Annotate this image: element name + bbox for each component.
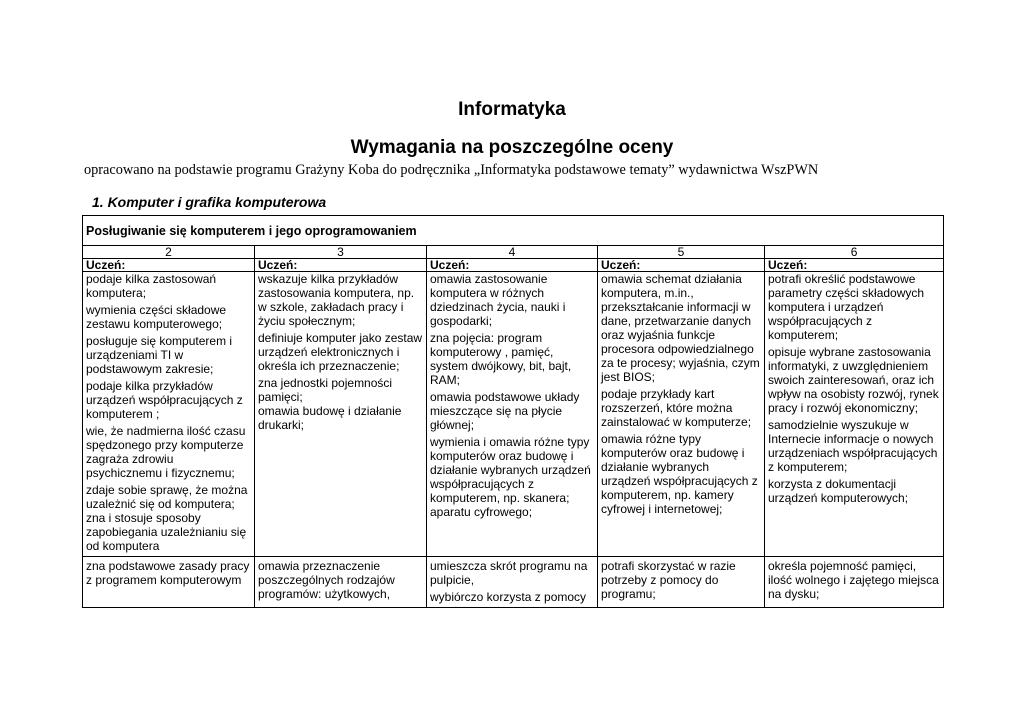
- grade-header: 3: [255, 246, 427, 259]
- grade-header: 2: [83, 246, 255, 259]
- requirement-item: omawia schemat działania komputera, m.in., przekształcanie informacji w dane, przetwarzanie danych oraz wyjaśnia funkcje procesora odpowiedzialnego za te procesy; wyjaśnia, czym jest BIOS;: [601, 272, 760, 384]
- requirement-cell: [255, 272, 427, 557]
- requirement-item: korzysta z dokumentacji urządzeń komputerowych;: [768, 477, 909, 505]
- student-label: Uczeń:: [427, 259, 598, 272]
- requirement-item: wie, że nadmierna ilość czasu spędzonego przy komputerze zagraża zdrowiu psychicznemu i fizycznemu;: [86, 424, 246, 480]
- requirement-cell: [765, 272, 944, 557]
- student-label: Uczeń:: [765, 259, 944, 272]
- requirement-item: zna pojęcia: program komputerowy , pamięć, system dwójkowy, bit, bajt, RAM;: [430, 331, 572, 387]
- requirement-cell: [427, 272, 598, 557]
- requirement-item: wymienia i omawia różne typy komputerów oraz budowę i działanie wybranych urządzeń współpracujących z komputerem, np. skanera; aparatu cyfrowego;: [430, 435, 591, 519]
- document-subtitle: opracowano na podstawie programu Grażyny Koba do podręcznika „Informatyka podstawowe tematy” wydawnictwa WszPWN: [84, 162, 819, 178]
- requirement-item: potrafi określić podstawowe parametry części składowych komputera i urządzeń współpracujących z komputerem;: [768, 272, 925, 342]
- requirement-item: podaje kilka przykładów urządzeń współpracujących z komputerem ;: [86, 379, 243, 421]
- requirement-item: omawia różne typy komputerów oraz budowę i działanie wybranych urządzeń współpracujących z komputerem, np. kamery cyfrowej i internetowej;: [601, 432, 758, 516]
- grade-header: 5: [598, 246, 765, 259]
- student-label: Uczeń:: [598, 259, 765, 272]
- table-row: [83, 272, 944, 557]
- requirement-item: potrafi skorzystać w razie potrzeby z pomocy do programu;: [601, 559, 736, 601]
- requirement-cell: [255, 557, 427, 608]
- requirement-item: samodzielnie wyszukuje w Internecie informacje o nowych urządzeniach współpracujących z komputerem;: [768, 418, 938, 474]
- requirement-item: podaje przykłady kart rozszerzeń, które można zainstalować w komputerze;: [601, 387, 752, 429]
- requirement-cell: [427, 557, 598, 608]
- table-section-header: Posługiwanie się komputerem i jego oprogramowaniem: [83, 216, 944, 246]
- requirement-item: wskazuje kilka przykładów zastosowania komputera, np. w szkole, zakładach pracy i życiu społecznym;: [258, 272, 415, 328]
- requirement-cell: [83, 272, 255, 557]
- requirement-item: zna podstawowe zasady pracy z programem komputerowym: [86, 559, 250, 587]
- requirement-item: omawia podstawowe układy mieszczące się na płycie głównej;: [430, 390, 580, 432]
- student-label-row: [83, 259, 944, 272]
- requirement-item: podaje kilka zastosowań komputera;: [86, 272, 217, 300]
- grade-header-row: [83, 246, 944, 259]
- grade-header: 6: [765, 246, 944, 259]
- requirement-item: omawia przeznaczenie poszczególnych rodzajów programów: użytkowych,: [258, 559, 395, 601]
- requirement-item: opisuje wybrane zastosowania informatyki, z uwzględnieniem swoich zainteresowań, oraz ich wpływ na osobisty rozwój, rynek pracy i rozwój ekonomiczny;: [768, 345, 939, 415]
- document-heading: Wymagania na poszczególne oceny: [350, 137, 674, 158]
- requirement-item: wymienia części składowe zestawu komputerowego;: [86, 303, 227, 331]
- student-label: Uczeń:: [83, 259, 255, 272]
- student-label: Uczeń:: [255, 259, 427, 272]
- table-row: [83, 557, 944, 608]
- requirement-cell: [765, 557, 944, 608]
- requirement-cell: [598, 557, 765, 608]
- requirements-table: [82, 215, 944, 608]
- section-title: 1. Komputer i grafika komputerowa: [92, 194, 327, 210]
- requirement-cell: [598, 272, 765, 557]
- requirement-item: określa pojemność pamięci, ilość wolnego i zajętego miejsca na dysku;: [768, 559, 939, 601]
- document-title: Informatyka: [458, 99, 566, 120]
- grade-header: 4: [427, 246, 598, 259]
- requirement-item: posługuje się komputerem i urządzeniami TI w podstawowym zakresie;: [86, 334, 233, 376]
- requirement-cell: [83, 557, 255, 608]
- requirement-item: wybiórczo korzysta z pomocy: [430, 590, 587, 604]
- requirement-item: zna jednostki pojemności pamięci; omawia budowę i działanie drukarki;: [258, 376, 402, 432]
- requirement-item: zdaje sobie sprawę, że można uzależnić się od komputera; zna i stosuje sposoby zapobiegania uzależnianiu się od komputera: [86, 483, 248, 553]
- requirement-item: umieszcza skrót programu na pulpicie,: [430, 559, 588, 587]
- requirement-item: definiuje komputer jako zestaw urządzeń elektronicznych i określa ich przeznaczenie;: [258, 331, 423, 373]
- requirement-item: omawia zastosowanie komputera w różnych dziedzinach życia, nauki i gospodarki;: [430, 272, 566, 328]
